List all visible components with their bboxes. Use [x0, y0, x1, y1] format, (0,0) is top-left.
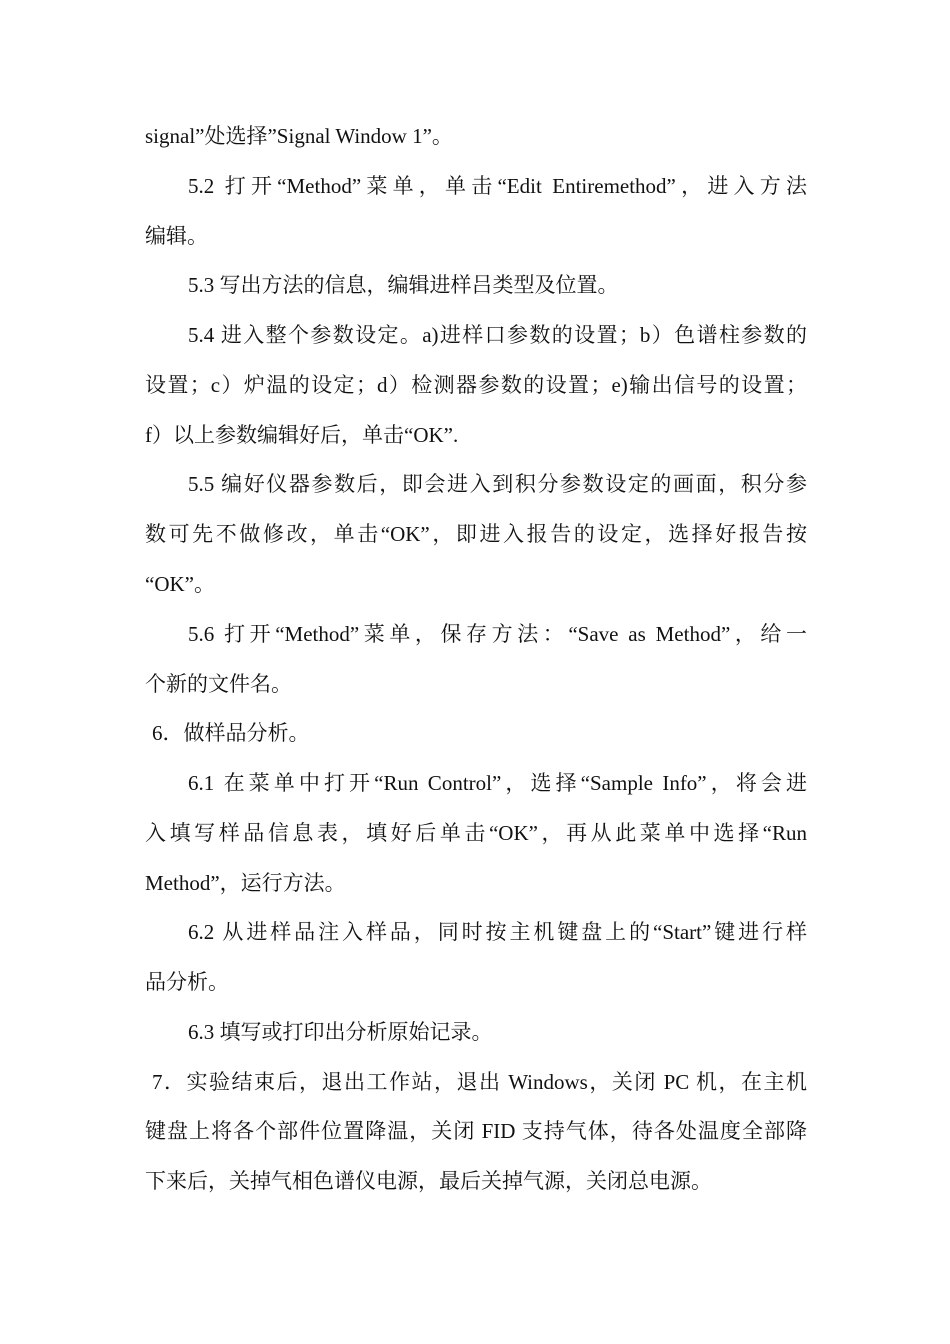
text-line: 5.4 进入整个参数设定。a)进样口参数的设置；b）色谱柱参数的 — [188, 323, 807, 347]
text-line: 5.2 打开“Method”菜单，单击“Edit Entiremethod”，进入方法 — [188, 174, 807, 198]
text-line: 数可先不做修改，单击“OK”，即进入报告的设定，选择好报告按 — [145, 522, 807, 546]
text-line: “OK”。 — [145, 572, 215, 596]
text-line: Method”，运行方法。 — [145, 871, 346, 895]
text-line: 入填写样品信息表，填好后单击“OK”，再从此菜单中选择“Run — [145, 821, 807, 845]
text-line: 编辑。 — [145, 224, 208, 248]
text-line: signal”处选择”Signal Window 1”。 — [145, 124, 453, 148]
text-line: 5.6 打开“Method”菜单，保存方法：“Save as Method”，给一 — [188, 622, 807, 646]
text-line: f）以上参数编辑好后，单击“OK”. — [145, 423, 459, 447]
text-line: 6.2 从进样品注入样品，同时按主机键盘上的“Start”键进行样 — [188, 920, 807, 944]
text-line: 品分析。 — [145, 970, 229, 994]
section-heading: 7．实验结束后，退出工作站，退出 Windows，关闭 PC 机，在主机 — [152, 1070, 807, 1094]
section-heading: 6．做样品分析。 — [152, 721, 310, 745]
text-line: 5.5 编好仪器参数后，即会进入到积分参数设定的画面，积分参 — [188, 472, 807, 496]
text-line: 下来后，关掉气相色谱仪电源，最后关掉气源，关闭总电源。 — [145, 1169, 712, 1193]
text-line: 6.3 填写或打印出分析原始记录。 — [188, 1020, 493, 1044]
text-line: 设置；c）炉温的设定；d）检测器参数的设置；e)输出信号的设置； — [145, 373, 807, 397]
text-line: 5.3 写出方法的信息，编辑进样吕类型及位置。 — [188, 273, 619, 297]
text-line: 键盘上将各个部件位置降温，关闭 FID 支持气体，待各处温度全部降 — [145, 1119, 807, 1143]
text-line: 6.1 在菜单中打开“Run Control”，选择“Sample Info”，将会进 — [188, 771, 807, 795]
text-line: 个新的文件名。 — [145, 672, 292, 696]
